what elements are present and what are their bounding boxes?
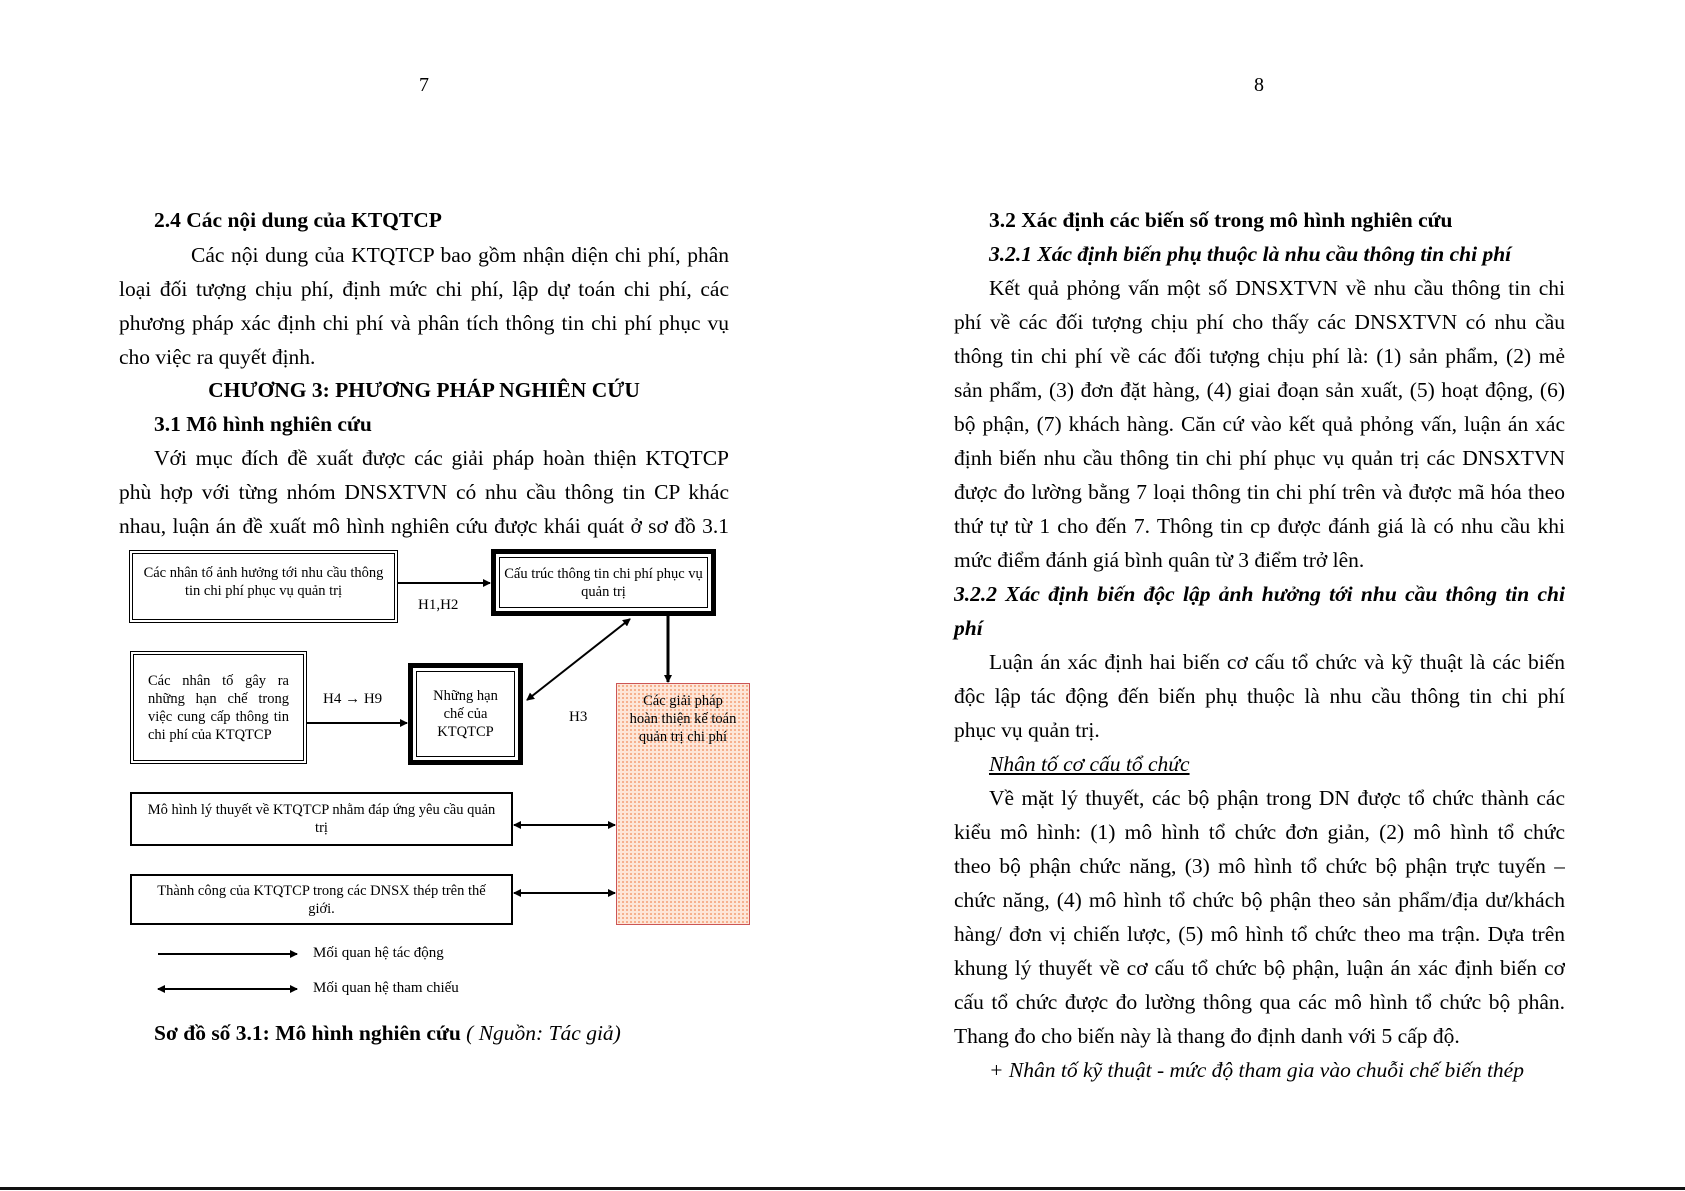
box-limiting-factors: Các nhân tố gây ra những hạn chế trong việc cung cấp thông tin chi phí của KTQTCP (130, 651, 307, 764)
box-limitations: Những hạn chế của KTQTCP (408, 663, 523, 765)
box-world-success: Thành công của KTQTCP trong các DNSX thép trên thế giới. (130, 874, 513, 925)
chapter-title: CHƯƠNG 3: PHƯƠNG PHÁP NGHIÊN CỨU (208, 378, 640, 402)
paragraph-line: theo bộ phận chức năng, (3) mô hình tổ chức bộ phận trực tuyến – (954, 854, 1565, 878)
caption-title: Sơ đồ số 3.1: Mô hình nghiên cứu (154, 1021, 461, 1045)
paragraph-line: phục vụ quản trị. (954, 718, 1100, 742)
diagram-caption (154, 1016, 621, 1050)
heading-3-2-2-cont: phí (954, 616, 983, 640)
label-h4-h9: H4 → H9 (323, 691, 383, 707)
paragraph-line: Các nội dung của KTQTCP bao gồm nhận diện chi phí, phân (191, 243, 729, 267)
paragraph-line: bộ phận, (7) khách hàng. Căn cứ vào kết quả phỏng vấn, luận án xác (954, 412, 1565, 436)
label-h1-h2: H1,H2 (418, 597, 459, 613)
box-cost-info-structure: Cấu trúc thông tin chi phí phục vụ quản trị (491, 549, 716, 616)
paragraph-line: được đo lường bằng 7 loại thông tin chi phí trên và được mã hóa theo (954, 480, 1565, 504)
paragraph-line: phương pháp xác định chi phí và phân tích thông tin chi phí phục vụ (119, 311, 729, 335)
heading-3-2: 3.2 Xác định các biến số trong mô hình nghiên cứu (989, 208, 1453, 232)
paragraph-line: loại đối tượng chịu phí, định mức chi phí, lập dự toán chi phí, các (119, 277, 729, 301)
heading-3-2-1: 3.2.1 Xác định biến phụ thuộc là nhu cầu thông tin chi phí (989, 242, 1512, 266)
paragraph-line: phí về các đối tượng chịu phí cho thấy các DNSXTVN có nhu cầu (954, 310, 1565, 334)
paragraph-line: thông tin chi phí về các đối tượng chịu phí là: (1) sản phẩm, (2) mẻ (954, 344, 1565, 368)
box-solutions: Các giải pháp hoàn thiện kế toán quản trị chi phí (616, 683, 750, 925)
box-factors-demand: Các nhân tố ảnh hưởng tới nhu cầu thông tin chi phí phục vụ quản trị (129, 550, 398, 623)
paragraph-line: cho việc ra quyết định. (119, 345, 316, 369)
paragraph-line: Thang đo cho biến này là thang đo định danh với 5 cấp độ. (954, 1024, 1460, 1048)
paragraph-line: sản phẩm, (3) đơn đặt hàng, (4) giai đoạn sản xuất, (5) hoạt động, (6) (954, 378, 1565, 402)
paragraph-line: Về mặt lý thuyết, các bộ phận trong DN được tổ chức thành các (989, 786, 1565, 810)
paragraph-line: chức năng, (4) mô hình tổ chức bộ phận theo sản phẩm/địa dư/khách (954, 888, 1565, 912)
paragraph-line: nhau, luận án đề xuất mô hình nghiên cứu được khái quát ở sơ đồ 3.1 (119, 514, 729, 538)
box-theory-model: Mô hình lý thuyết về KTQTCP nhằm đáp ứng yêu cầu quản trị (130, 792, 513, 846)
legend-reference-label: Mối quan hệ tham chiếu (313, 980, 459, 996)
paragraph-line: khung lý thuyết về cơ cấu tổ chức bộ phận, luận án xác định biến cơ (954, 956, 1565, 980)
caption-source: ( Nguồn: Tác giả) (466, 1021, 621, 1045)
tech-factor-line: + Nhân tố kỹ thuật - mức độ tham gia vào chuỗi chế biến thép (989, 1058, 1524, 1082)
paragraph-line: độc lập tác động đến biến phụ thuộc là nhu cầu thông tin chi phí (954, 684, 1565, 708)
page-number-right: 8 (1254, 74, 1264, 96)
heading-3-2-2: 3.2.2 Xác định biến độc lập ảnh hưởng tới nhu cầu thông tin chi (954, 582, 1565, 606)
paragraph-line: kiểu mô hình: (1) mô hình tổ chức đơn giản, (2) mô hình tổ chức (954, 820, 1565, 844)
paragraph-line: hàng/ đơn vị chiến lược, (5) mô hình tổ chức theo ma trận. Dựa trên (954, 922, 1565, 946)
heading-2-4: 2.4 Các nội dung của KTQTCP (154, 208, 442, 232)
heading-3-1: 3.1 Mô hình nghiên cứu (154, 412, 372, 436)
paragraph-line: Kết quả phỏng vấn một số DNSXTVN về nhu cầu thông tin chi (989, 276, 1565, 300)
paragraph-line: mức điểm đánh giá bình quân từ 3 điểm trở lên. (954, 548, 1365, 572)
legend-impact-label: Mối quan hệ tác động (313, 945, 444, 961)
paragraph-line: thứ tự từ 1 cho đến 7. Thông tin cp được đánh giá là có nhu cầu khi (954, 514, 1565, 538)
page-number-left: 7 (419, 74, 429, 96)
paragraph-line: Với mục đích đề xuất được các giải pháp hoàn thiện KTQTCP (154, 446, 729, 470)
paragraph-line: cấu tổ chức được đo lường thông qua các mô hình tổ chức bộ phân. (954, 990, 1565, 1014)
arrow-h3-reference (527, 619, 630, 700)
paragraph-line: Luận án xác định hai biến cơ cấu tổ chức và kỹ thuật là các biến (989, 650, 1565, 674)
bottom-rule (0, 1187, 1685, 1190)
paragraph-line: định biến nhu cầu thông tin chi phí phục vụ quản trị các DNSXTVN (954, 446, 1565, 470)
paragraph-line: phù hợp với từng nhóm DNSXTVN có nhu cầu thông tin CP khác (119, 480, 729, 504)
subheading-org-structure: Nhân tố cơ cấu tổ chức (989, 752, 1190, 776)
label-h3: H3 (569, 709, 588, 725)
